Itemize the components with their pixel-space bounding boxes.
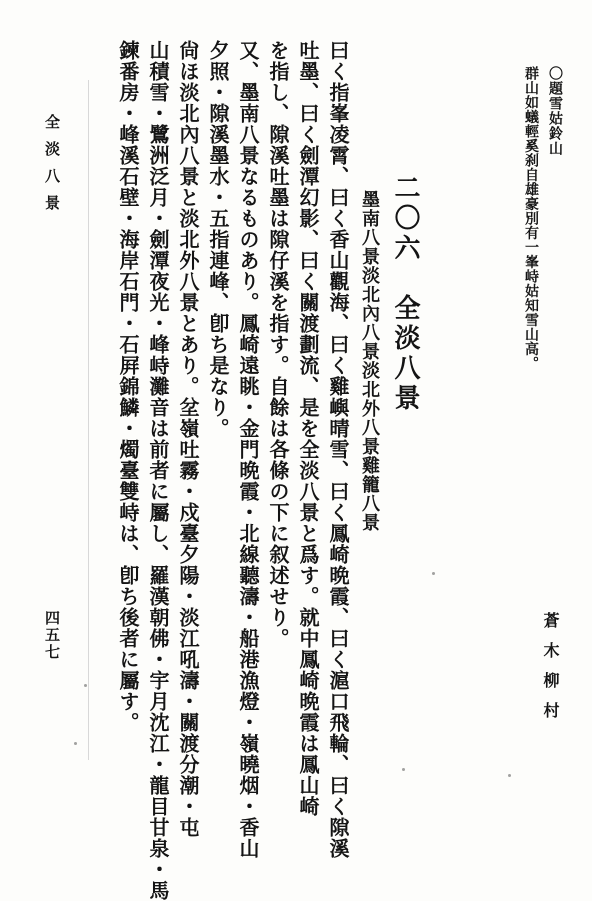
body-line: 又、墨南八景なるものあり。鳳崎遠眺・金門晩霞・北線聽濤・船港漁燈・嶺曉烟・香山 <box>236 40 260 859</box>
poet-name: 蒼木柳村 <box>541 612 560 732</box>
print-speck <box>402 768 405 771</box>
print-speck <box>84 684 87 687</box>
section-heading: 二〇六 全淡八景 <box>390 174 420 414</box>
body-line: 尙ほ淡北內八景と淡北外八景とあり。坌嶺吐霧・戍臺夕陽・淡江吼濤・關渡分潮・屯 <box>176 40 200 838</box>
poem-text: 群山如蟻輕奚刹自雄豪別有一峯峙姑知雪山高。 <box>523 66 539 371</box>
body-line: 鍊番房・峰溪石壁・海岸石門・石屛錦鱗・燭臺雙峙は、卽ち後者に屬す。 <box>116 40 140 733</box>
running-title: 全淡八景 <box>43 114 61 222</box>
body-line: 夕照・隙溪墨水・五指連峰、卽ち是なり。 <box>206 40 230 439</box>
margin-rule <box>88 80 89 760</box>
body-line: を指し、隙溪吐墨は隙仔溪を指す。自餘は各條の下に叙述せり。 <box>266 40 290 649</box>
section-subheading: 墨南八景淡北內八景淡北外八景雞籠八景 <box>359 190 380 532</box>
print-speck <box>432 572 435 575</box>
print-speck <box>74 742 77 745</box>
print-speck <box>508 774 511 777</box>
page-number: 四五七 <box>43 610 61 661</box>
body-line: 山積雪・鷺洲泛月・劍潭夜光・峰峙灘音は前者に屬し、羅漢朝佛・宇月沈江・龍目甘泉・馬 <box>146 40 170 901</box>
body-line: 曰く指峯凌霄、曰く香山觀海、曰く雞嶼晴雪、曰く鳳崎晩霞、曰く滬口飛輪、曰く隙溪 <box>326 40 350 859</box>
poem-title: 〇題雪姑鈴山 <box>547 66 563 156</box>
body-line: 吐墨、曰く劍潭幻影、曰く關渡劃流、是を全淡八景と爲す。就中鳳崎晩霞は鳳山崎 <box>296 40 320 817</box>
